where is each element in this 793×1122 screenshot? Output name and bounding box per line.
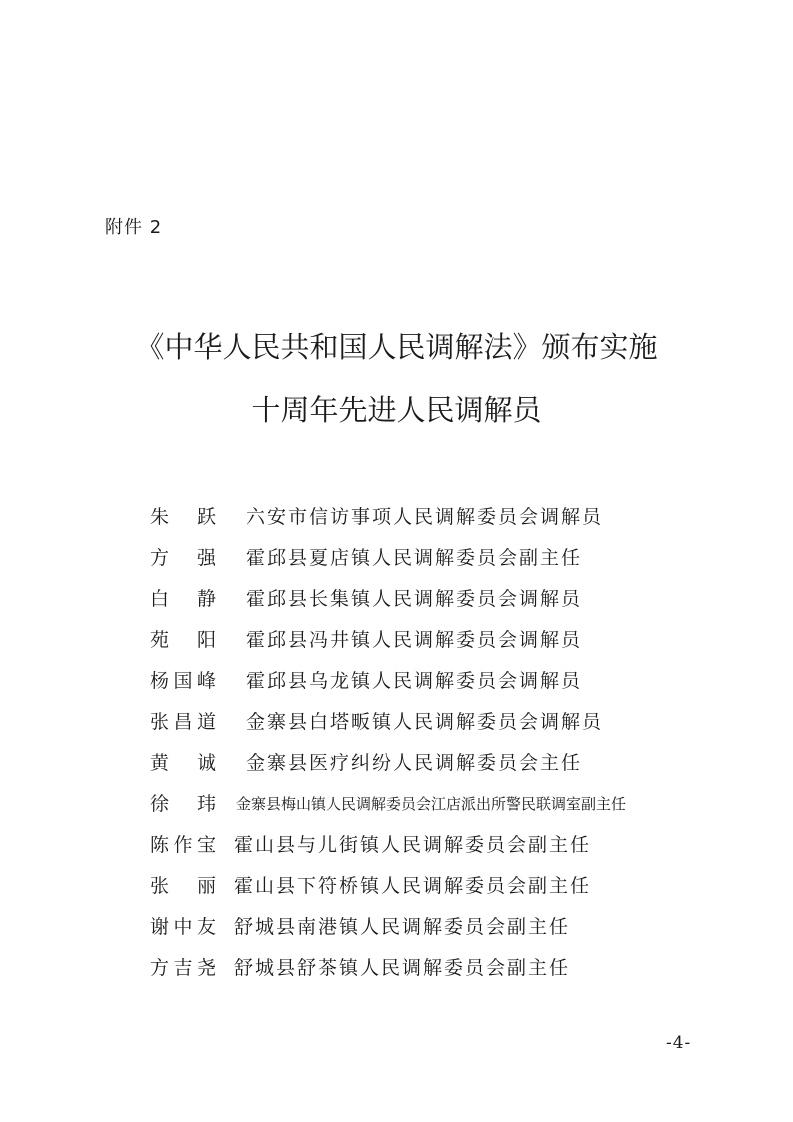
attachment-label: 附件 2 xyxy=(105,217,163,238)
list-item xyxy=(150,503,710,544)
person-role: 金寨县医疗纠纷人民调解委员会主任 xyxy=(246,752,583,774)
person-role: 舒城县南港镇人民调解委员会副主任 xyxy=(234,916,571,938)
list-item xyxy=(150,872,710,913)
document-title-line-2: 十周年先进人民调解员 xyxy=(251,393,542,427)
list-item xyxy=(150,626,710,667)
list-item xyxy=(150,585,710,626)
person-role: 霍邱县夏店镇人民调解委员会副主任 xyxy=(246,547,583,569)
person-role: 六安市信访事项人民调解委员会调解员 xyxy=(246,506,604,528)
person-name: 张昌道 xyxy=(150,711,216,733)
list-item xyxy=(150,544,710,585)
list-item xyxy=(150,913,710,954)
person-role: 霍山县下符桥镇人民调解委员会副主任 xyxy=(234,875,592,897)
person-name: 徐 玮 xyxy=(150,793,216,815)
person-name: 方吉尧 xyxy=(150,957,216,979)
person-role: 霍邱县长集镇人民调解委员会调解员 xyxy=(246,588,583,610)
person-role: 霍山县与儿街镇人民调解委员会副主任 xyxy=(234,834,592,856)
person-role: 霍邱县冯井镇人民调解委员会调解员 xyxy=(246,629,583,651)
person-name: 朱 跃 xyxy=(150,506,216,528)
document-title-line-1: 《中华人民共和国人民调解法》颁布实施 xyxy=(135,330,658,364)
page-number: -4- xyxy=(666,1033,692,1053)
person-name: 黄 诚 xyxy=(150,752,216,774)
person-role: 金寨县白塔畈镇人民调解委员会调解员 xyxy=(246,711,604,733)
person-name: 杨国峰 xyxy=(150,670,216,692)
list-item xyxy=(150,749,710,790)
person-name: 谢中友 xyxy=(150,916,216,938)
person-role: 霍邱县乌龙镇人民调解委员会调解员 xyxy=(246,670,583,692)
list-item xyxy=(150,954,710,995)
person-name: 张 丽 xyxy=(150,875,216,897)
person-name: 方 强 xyxy=(150,547,216,569)
person-role: 舒城县舒茶镇人民调解委员会副主任 xyxy=(234,957,571,979)
list-item xyxy=(150,831,710,872)
mediator-list xyxy=(150,503,710,995)
person-role: 金寨县梅山镇人民调解委员会江店派出所警民联调室副主任 xyxy=(236,795,627,813)
person-name: 白 静 xyxy=(150,588,216,610)
list-item xyxy=(150,708,710,749)
person-name: 陈作宝 xyxy=(150,834,216,856)
list-item xyxy=(150,667,710,708)
list-item xyxy=(150,790,710,831)
person-name: 苑 阳 xyxy=(150,629,216,651)
